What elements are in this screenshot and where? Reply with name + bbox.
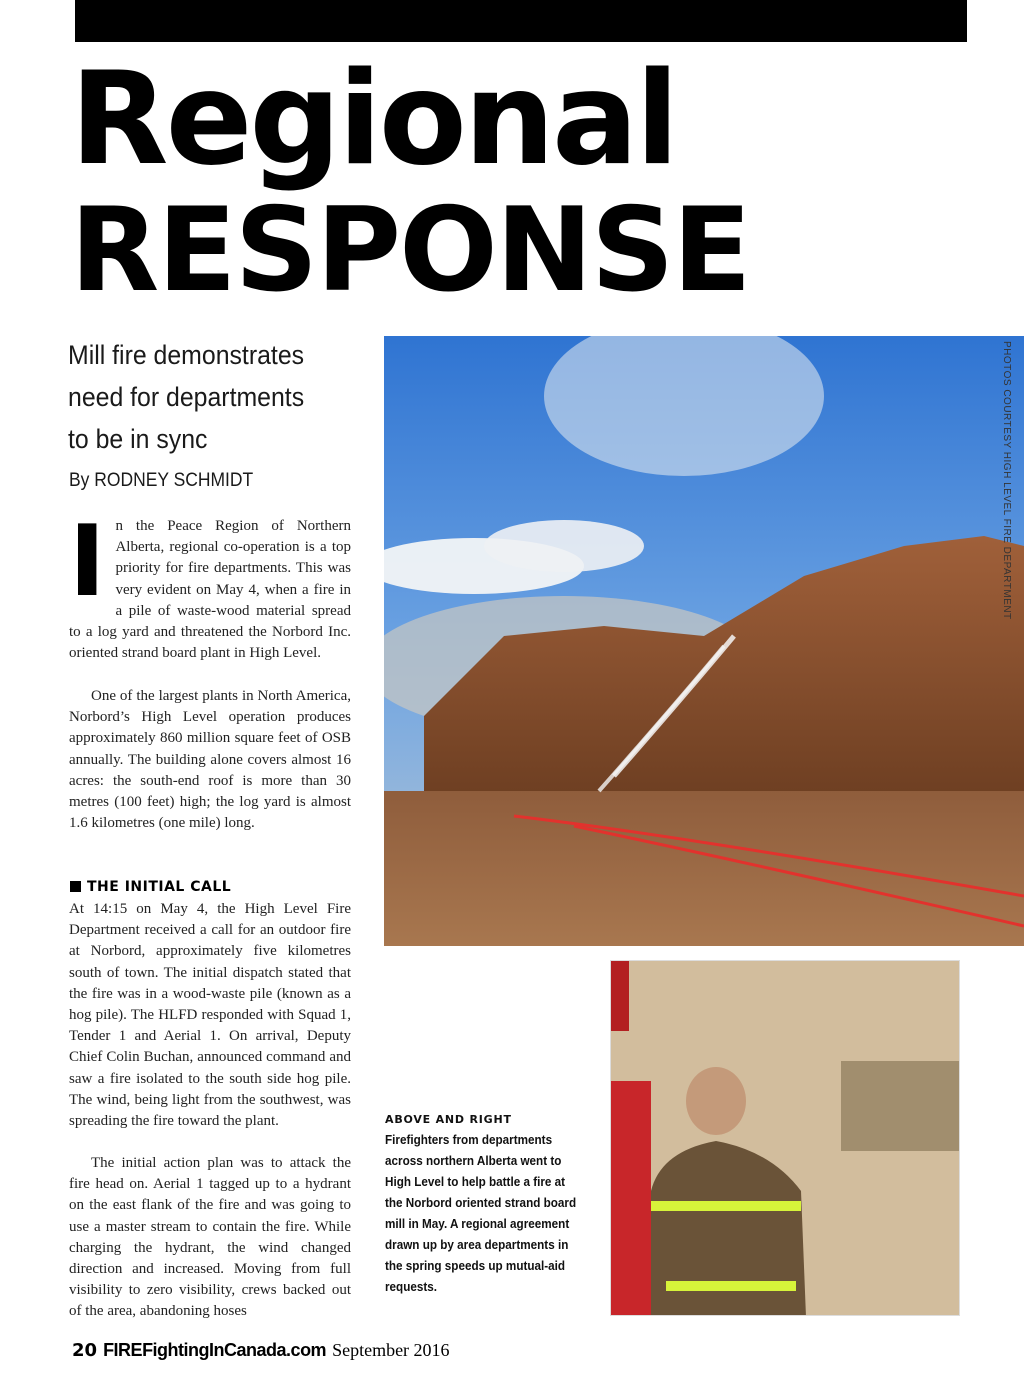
- photo-caption: [385, 1113, 585, 1297]
- body-paragraph-1: [69, 505, 351, 664]
- deck-line-2: need for departments: [68, 382, 305, 412]
- drop-cap: I: [69, 505, 106, 619]
- body-paragraph-2: One of the largest plants in North America, Norbord’s High Level operation produces approximately 860 million square feet of OSB annually. The building alone covers almost 16 acres: the south-end roof is more than 30 metres (100 feet) high; the log yard is almost 1.6 kilometres (one mile) long.: [69, 688, 351, 832]
- deck-line-3: to be in sync: [68, 424, 208, 454]
- byline: By RODNEY SCHMIDT: [69, 470, 254, 491]
- header-bar: [75, 0, 967, 42]
- subhead: [70, 879, 231, 895]
- deck: [68, 334, 344, 460]
- body-paragraph-3: At 14:15 on May 4, the High Level Fire Department received a call for an outdoor fire at Norbord, approximately five kilometres south of town. The initial dispatch stated that the fire was in a wood-waste pile (known as a hog pile). The HLFD responded with Squad 1, Tender 1 and Aerial 1. On arrival, Deputy Chief Colin Buchan, announced command and saw a fire isolated to the south side hog pile. The wind, being light from the southwest, was spreading the fire toward the plant.: [69, 901, 351, 1130]
- page-footer: [72, 1340, 450, 1361]
- subhead-text: THE INITIAL CALL: [87, 879, 232, 895]
- page-number: 20: [72, 1340, 98, 1361]
- main-photo-log-yard-fire: [384, 336, 1024, 946]
- headline-line-2: RESPONSE: [70, 183, 750, 318]
- caption-text: Firefighters from departments across northern Alberta went to High Level to help battle a fire at the Norbord oriented strand board mill in May. A regional agreement drawn up by area departments in the spring speeds up mutual-aid requests.: [385, 1132, 577, 1294]
- secondary-photo-firefighter: [610, 960, 960, 1316]
- site-name: FIREFightingInCanada.com: [103, 1340, 327, 1360]
- body-paragraph-4: The initial action plan was to attack the fire head on. Aerial 1 tagged up to a hydrant on the east flank of the fire and was going to use a master stream to contain the fire. While charging the hydrant, the wind changed direction and increased. Moving from full visibility to zero visibility, crews backed out of the area, abandoning hoses: [69, 1155, 351, 1320]
- square-bullet-icon: [70, 881, 81, 892]
- deck-line-1: Mill fire demonstrates: [68, 340, 305, 370]
- photo-credit: PHOTOS COURTESY HIGH LEVEL FIRE DEPARTMENT: [1001, 341, 1012, 620]
- body-paragraph-1-text: n the Peace Region of Northern Alberta, regional co-operation is a top priority for fire departments. This was very evident on May 4, when a fire in a pile of waste-wood material spread to a log yard and threatened the Norbord Inc. oriented strand board plant in High Level.: [69, 518, 351, 662]
- caption-title: ABOVE AND RIGHT: [385, 1113, 512, 1126]
- issue-date: September 2016: [332, 1340, 450, 1360]
- headline-line-1: Regional: [70, 45, 677, 194]
